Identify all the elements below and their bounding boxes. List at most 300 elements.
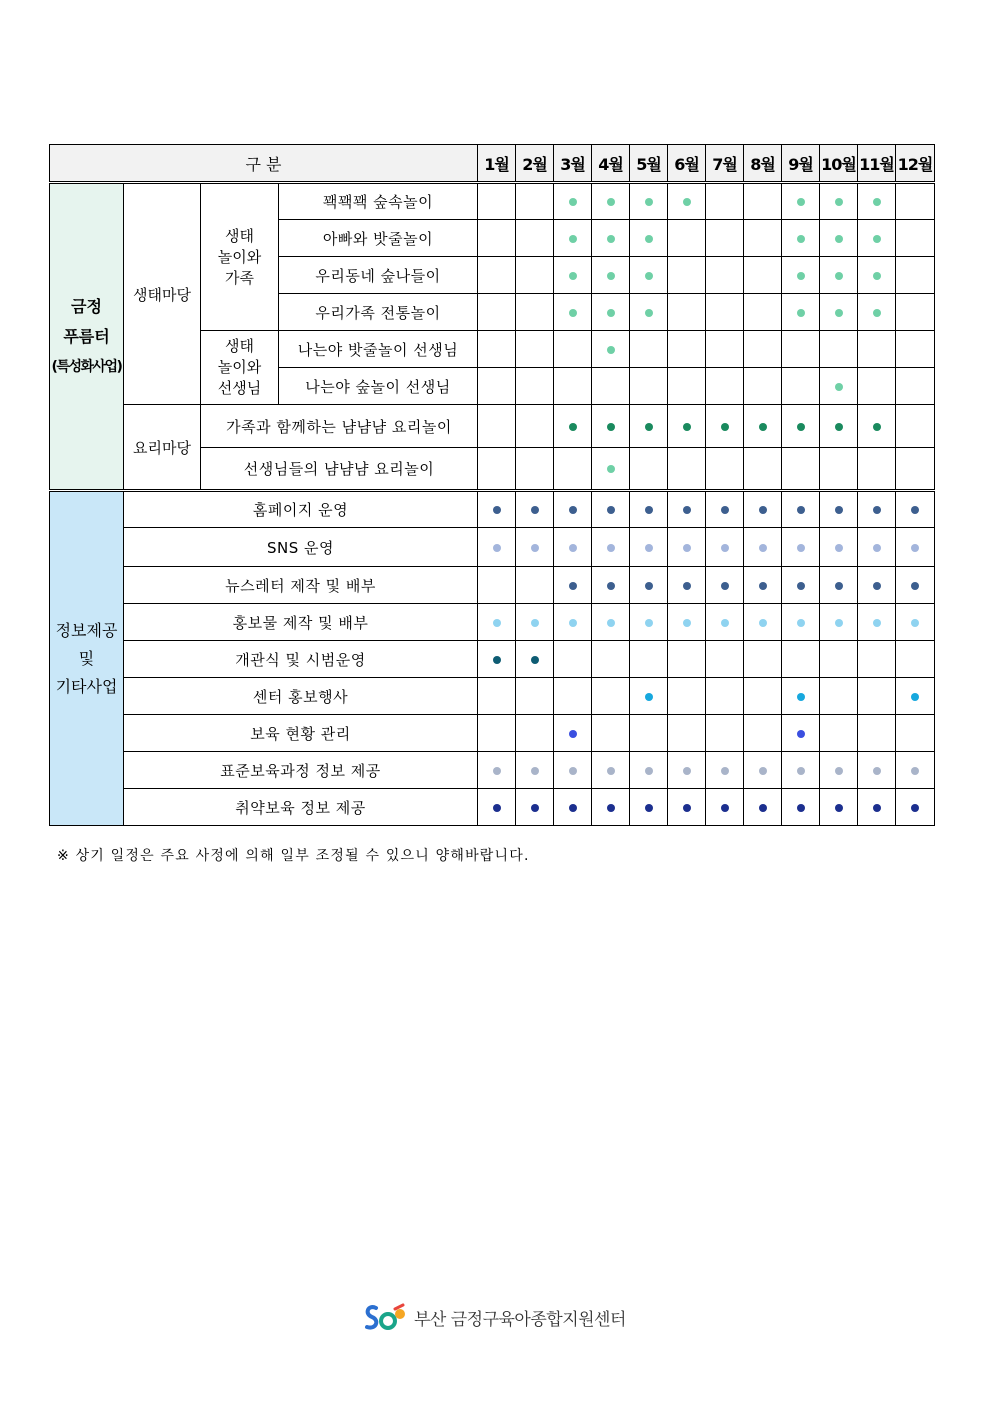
month-cell: [744, 220, 782, 257]
month-cell: [744, 368, 782, 405]
month-cell: [706, 715, 744, 752]
schedule-dot: [683, 767, 691, 775]
month-cell: [782, 789, 820, 826]
month-cell: [630, 752, 668, 789]
schedule-dot: [873, 804, 881, 812]
month-cell: [858, 715, 896, 752]
month-header: 10월: [820, 145, 858, 183]
month-cell: [630, 368, 668, 405]
month-cell: [478, 491, 516, 528]
schedule-dot: [645, 582, 653, 590]
month-cell: [478, 604, 516, 641]
month-cell: [896, 604, 935, 641]
month-cell: [782, 183, 820, 220]
month-cell: [516, 528, 554, 567]
month-cell: [744, 491, 782, 528]
schedule-dot: [531, 506, 539, 514]
month-cell: [516, 752, 554, 789]
schedule-dot: [797, 506, 805, 514]
month-cell: [744, 294, 782, 331]
schedule-dot: [645, 544, 653, 552]
month-cell: [744, 715, 782, 752]
month-cell: [820, 752, 858, 789]
schedule-dot: [607, 767, 615, 775]
month-cell: [668, 368, 706, 405]
month-cell: [668, 715, 706, 752]
schedule-dot: [911, 693, 919, 701]
month-cell: [592, 567, 630, 604]
schedule-dot: [911, 582, 919, 590]
month-header: 9월: [782, 145, 820, 183]
month-cell: [630, 331, 668, 368]
month-cell: [554, 752, 592, 789]
month-cell: [820, 331, 858, 368]
month-cell: [630, 715, 668, 752]
subgroup-family-line: 생태: [225, 226, 254, 245]
table-row: [50, 405, 935, 448]
month-cell: [516, 641, 554, 678]
month-cell: [516, 567, 554, 604]
table-row: [50, 641, 935, 678]
schedule-dot: [759, 804, 767, 812]
schedule-dot: [797, 804, 805, 812]
schedule-dot: [873, 582, 881, 590]
month-cell: [592, 641, 630, 678]
month-cell: [592, 448, 630, 491]
schedule-dot: [683, 804, 691, 812]
month-cell: [554, 183, 592, 220]
month-cell: [896, 448, 935, 491]
schedule-dot: [835, 198, 843, 206]
subgroup-family: [201, 183, 279, 331]
schedule-dot: [873, 235, 881, 243]
month-cell: [554, 528, 592, 567]
month-cell: [820, 220, 858, 257]
table-row: [50, 752, 935, 789]
month-cell: [592, 294, 630, 331]
month-cell: [592, 491, 630, 528]
month-cell: [668, 183, 706, 220]
row-label: 나는야 숲놀이 선생님: [279, 368, 478, 405]
month-header: 7월: [706, 145, 744, 183]
row-label: 표준보육과정 정보 제공: [124, 752, 478, 789]
month-cell: [858, 789, 896, 826]
month-cell: [744, 528, 782, 567]
month-cell: [820, 491, 858, 528]
month-cell: [668, 641, 706, 678]
month-cell: [782, 604, 820, 641]
schedule-dot: [683, 506, 691, 514]
subgroup-family-line: 놀이와: [217, 247, 262, 266]
month-cell: [896, 641, 935, 678]
subgroup-teacher: [201, 331, 279, 405]
month-cell: [858, 678, 896, 715]
schedule-dot: [607, 309, 615, 317]
month-cell: [706, 678, 744, 715]
month-header: 3월: [554, 145, 592, 183]
schedule-dot: [493, 767, 501, 775]
month-cell: [592, 405, 630, 448]
month-cell: [896, 294, 935, 331]
month-cell: [706, 368, 744, 405]
schedule-dot: [797, 544, 805, 552]
schedule-dot: [607, 272, 615, 280]
group-b-label: [50, 491, 124, 826]
schedule-dot: [607, 544, 615, 552]
month-cell: [896, 257, 935, 294]
schedule-dot: [493, 656, 501, 664]
month-cell: [896, 368, 935, 405]
month-cell: [706, 257, 744, 294]
month-cell: [554, 715, 592, 752]
schedule-dot: [873, 619, 881, 627]
schedule-dot: [797, 423, 805, 431]
month-cell: [668, 331, 706, 368]
group-a-line: 푸름터: [63, 326, 110, 346]
schedule-dot: [759, 506, 767, 514]
month-cell: [554, 220, 592, 257]
schedule-dot: [569, 423, 577, 431]
month-cell: [630, 641, 668, 678]
schedule-dot: [835, 383, 843, 391]
schedule-dot: [797, 235, 805, 243]
month-header: 1월: [478, 145, 516, 183]
month-cell: [782, 678, 820, 715]
schedule-dot: [569, 804, 577, 812]
month-cell: [478, 220, 516, 257]
month-cell: [858, 220, 896, 257]
row-label: 보육 현황 관리: [124, 715, 478, 752]
month-header: 5월: [630, 145, 668, 183]
schedule-dot: [873, 506, 881, 514]
schedule-dot: [607, 804, 615, 812]
month-cell: [516, 604, 554, 641]
month-cell: [896, 491, 935, 528]
schedule-dot: [759, 582, 767, 590]
subgroup-teacher-line: 선생님: [217, 379, 262, 397]
month-cell: [706, 789, 744, 826]
month-cell: [706, 641, 744, 678]
row-label: 우리가족 전통놀이: [279, 294, 478, 331]
month-cell: [668, 220, 706, 257]
month-cell: [668, 405, 706, 448]
month-cell: [820, 567, 858, 604]
subgroup-teacher-line: 놀이와: [217, 358, 262, 376]
month-cell: [478, 678, 516, 715]
schedule-dot: [531, 656, 539, 664]
row-label: 선생님들의 냠냠냠 요리놀이: [201, 448, 478, 491]
month-cell: [630, 220, 668, 257]
schedule-dot: [797, 272, 805, 280]
month-cell: [516, 331, 554, 368]
month-cell: [630, 789, 668, 826]
schedule-dot: [607, 198, 615, 206]
month-cell: [478, 448, 516, 491]
month-cell: [554, 448, 592, 491]
schedule-dot: [607, 346, 615, 354]
month-cell: [668, 752, 706, 789]
schedule-dot: [607, 582, 615, 590]
month-cell: [478, 641, 516, 678]
month-cell: [668, 567, 706, 604]
month-cell: [516, 448, 554, 491]
month-cell: [668, 789, 706, 826]
month-cell: [554, 789, 592, 826]
schedule-dot: [721, 544, 729, 552]
month-cell: [858, 567, 896, 604]
month-cell: [706, 331, 744, 368]
schedule-dot: [683, 544, 691, 552]
month-cell: [744, 331, 782, 368]
month-cell: [592, 220, 630, 257]
table-row: [50, 528, 935, 567]
month-cell: [478, 752, 516, 789]
month-cell: [858, 405, 896, 448]
month-cell: [706, 752, 744, 789]
month-cell: [516, 405, 554, 448]
month-cell: [668, 448, 706, 491]
schedule-dot: [607, 506, 615, 514]
month-cell: [592, 257, 630, 294]
schedule-dot: [835, 506, 843, 514]
schedule-dot: [645, 767, 653, 775]
month-header: 11월: [858, 145, 896, 183]
month-cell: [630, 491, 668, 528]
schedule-dot: [721, 423, 729, 431]
month-cell: [630, 257, 668, 294]
month-cell: [782, 257, 820, 294]
schedule-dot: [645, 309, 653, 317]
schedule-dot: [569, 506, 577, 514]
month-cell: [706, 405, 744, 448]
month-cell: [744, 604, 782, 641]
schedule-dot: [645, 506, 653, 514]
schedule-dot: [759, 423, 767, 431]
schedule-dot: [645, 804, 653, 812]
month-cell: [516, 257, 554, 294]
month-cell: [630, 678, 668, 715]
row-label: 홍보물 제작 및 배부: [124, 604, 478, 641]
group-b-line: 및: [78, 648, 95, 668]
month-cell: [744, 789, 782, 826]
schedule-dot: [797, 693, 805, 701]
month-cell: [706, 448, 744, 491]
month-cell: [858, 183, 896, 220]
month-cell: [630, 405, 668, 448]
schedule-table: [49, 144, 935, 826]
schedule-dot: [721, 506, 729, 514]
schedule-dot: [607, 235, 615, 243]
month-cell: [592, 528, 630, 567]
schedule-dot: [683, 198, 691, 206]
schedule-dot: [607, 619, 615, 627]
month-header: 2월: [516, 145, 554, 183]
month-cell: [858, 752, 896, 789]
month-cell: [782, 368, 820, 405]
schedule-dot: [607, 423, 615, 431]
table-row: [50, 678, 935, 715]
month-cell: [478, 528, 516, 567]
month-cell: [744, 183, 782, 220]
row-label: 가족과 함께하는 냠냠냠 요리놀이: [201, 405, 478, 448]
month-cell: [706, 183, 744, 220]
month-cell: [592, 789, 630, 826]
schedule-dot: [759, 767, 767, 775]
schedule-dot: [911, 804, 919, 812]
group-a-label: [50, 183, 124, 491]
schedule-dot: [835, 544, 843, 552]
month-cell: [630, 567, 668, 604]
schedule-dot: [873, 544, 881, 552]
month-cell: [478, 294, 516, 331]
month-cell: [896, 789, 935, 826]
month-cell: [820, 789, 858, 826]
row-label: SNS 운영: [124, 528, 478, 567]
schedule-dot: [911, 767, 919, 775]
schedule-dot: [797, 582, 805, 590]
month-cell: [858, 491, 896, 528]
table-row: [50, 491, 935, 528]
row-label: 취약보육 정보 제공: [124, 789, 478, 826]
month-cell: [782, 715, 820, 752]
month-cell: [782, 331, 820, 368]
schedule-dot: [645, 423, 653, 431]
month-cell: [896, 678, 935, 715]
subgroup-cook: 요리마당: [124, 405, 201, 491]
month-cell: [630, 528, 668, 567]
schedule-dot: [873, 198, 881, 206]
month-cell: [516, 220, 554, 257]
month-cell: [478, 405, 516, 448]
table-row: [50, 183, 935, 220]
month-cell: [554, 491, 592, 528]
month-cell: [516, 368, 554, 405]
month-cell: [820, 257, 858, 294]
schedule-dot: [835, 582, 843, 590]
month-cell: [554, 604, 592, 641]
month-cell: [858, 257, 896, 294]
schedule-dot: [645, 198, 653, 206]
schedule-dot: [607, 465, 615, 473]
month-cell: [706, 491, 744, 528]
schedule-dot: [569, 730, 577, 738]
month-cell: [820, 715, 858, 752]
row-label: 뉴스레터 제작 및 배부: [124, 567, 478, 604]
month-cell: [516, 678, 554, 715]
schedule-dot: [835, 767, 843, 775]
schedule-dot: [569, 582, 577, 590]
schedule-dot: [873, 767, 881, 775]
schedule-dot: [569, 767, 577, 775]
month-header: 6월: [668, 145, 706, 183]
month-cell: [858, 448, 896, 491]
schedule-dot: [797, 767, 805, 775]
month-cell: [820, 183, 858, 220]
schedule-dot: [493, 506, 501, 514]
month-cell: [858, 604, 896, 641]
month-cell: [744, 567, 782, 604]
month-cell: [896, 567, 935, 604]
schedule-dot: [683, 582, 691, 590]
schedule-dot: [493, 544, 501, 552]
schedule-dot: [797, 730, 805, 738]
schedule-dot: [835, 804, 843, 812]
month-cell: [782, 641, 820, 678]
month-cell: [478, 789, 516, 826]
month-cell: [858, 528, 896, 567]
schedule-dot: [721, 804, 729, 812]
schedule-dot: [873, 272, 881, 280]
month-cell: [782, 448, 820, 491]
month-cell: [858, 331, 896, 368]
schedule-dot: [759, 619, 767, 627]
schedule-dot: [835, 309, 843, 317]
month-cell: [478, 567, 516, 604]
footer: [362, 1302, 626, 1332]
schedule-dot: [569, 544, 577, 552]
month-cell: [668, 604, 706, 641]
month-cell: [554, 331, 592, 368]
month-cell: [782, 491, 820, 528]
month-cell: [668, 294, 706, 331]
month-cell: [820, 641, 858, 678]
row-label: 개관식 및 시범운영: [124, 641, 478, 678]
schedule-dot: [531, 804, 539, 812]
schedule-dot: [873, 309, 881, 317]
month-cell: [706, 604, 744, 641]
month-cell: [668, 528, 706, 567]
month-cell: [782, 528, 820, 567]
month-cell: [516, 183, 554, 220]
row-label: 아빠와 밧줄놀이: [279, 220, 478, 257]
group-b-line: 기타사업: [55, 676, 118, 696]
month-cell: [478, 331, 516, 368]
schedule-dot: [531, 544, 539, 552]
subgroup-teacher-line: 생태: [225, 337, 254, 355]
row-label: 꽥꽥꽥 숲속놀이: [279, 183, 478, 220]
month-cell: [858, 368, 896, 405]
schedule-dot: [493, 804, 501, 812]
schedule-dot: [835, 272, 843, 280]
month-cell: [668, 678, 706, 715]
month-cell: [516, 491, 554, 528]
schedule-dot: [645, 693, 653, 701]
month-header: 12월: [896, 145, 935, 183]
month-cell: [630, 183, 668, 220]
category-header: 구 분: [50, 145, 478, 183]
month-cell: [592, 715, 630, 752]
month-cell: [554, 294, 592, 331]
month-cell: [896, 183, 935, 220]
schedule-dot: [759, 544, 767, 552]
schedule-dot: [569, 198, 577, 206]
table-row: [50, 789, 935, 826]
schedule-dot: [645, 619, 653, 627]
month-cell: [706, 220, 744, 257]
schedule-dot: [645, 272, 653, 280]
schedule-dot: [873, 423, 881, 431]
row-label: 센터 홍보행사: [124, 678, 478, 715]
row-label: 홈페이지 운영: [124, 491, 478, 528]
month-cell: [554, 678, 592, 715]
month-cell: [896, 528, 935, 567]
month-cell: [896, 331, 935, 368]
month-cell: [896, 220, 935, 257]
month-header: 8월: [744, 145, 782, 183]
schedule-dot: [835, 423, 843, 431]
month-cell: [782, 220, 820, 257]
month-cell: [896, 405, 935, 448]
